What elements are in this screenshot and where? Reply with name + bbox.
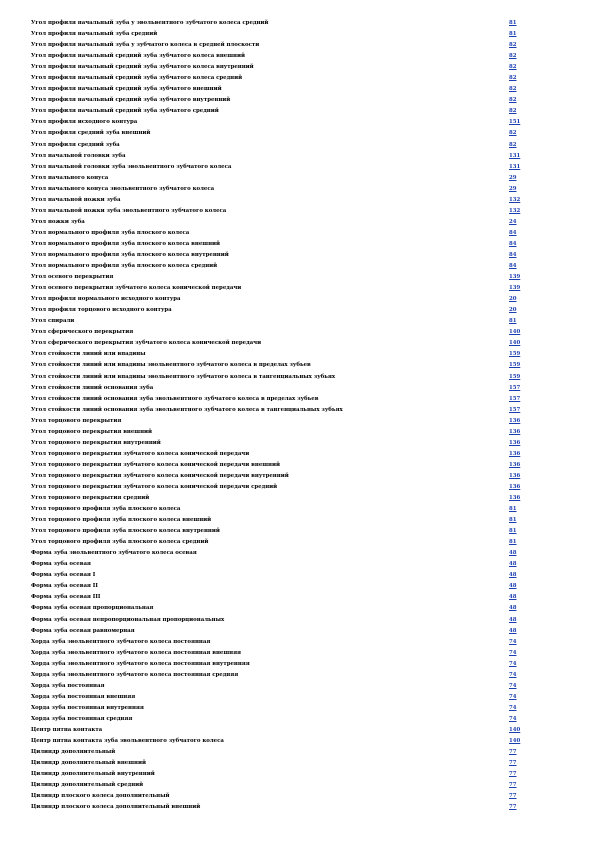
index-entry bbox=[31, 780, 531, 791]
index-entry bbox=[31, 239, 531, 250]
index-term: Угол сферического перекрытия зубчатого колеса конической передачи bbox=[31, 340, 262, 347]
index-term: Форма зуба осевая пропорциональная bbox=[31, 605, 154, 612]
page-link[interactable]: 81 bbox=[509, 506, 517, 513]
index-term: Цилиндр дополнительный средний bbox=[31, 782, 144, 789]
index-entry bbox=[31, 294, 531, 305]
index-term: Форма зуба осевая II bbox=[31, 583, 98, 590]
index-entry bbox=[31, 493, 531, 504]
index-entry bbox=[31, 659, 531, 670]
index-term: Угол торцового перекрытия внешний bbox=[31, 428, 153, 435]
page-link[interactable]: 151 bbox=[509, 119, 521, 126]
index-entry bbox=[31, 449, 531, 460]
index-entry bbox=[31, 559, 531, 570]
index-entry bbox=[31, 206, 531, 217]
index-entry bbox=[31, 681, 531, 692]
page-link[interactable]: 74 bbox=[509, 660, 517, 667]
index-entry bbox=[31, 128, 531, 139]
index-term: Цилиндр плоского колеса дополнительный bbox=[31, 793, 170, 800]
index-term: Форма зуба осевая III bbox=[31, 594, 101, 601]
page-link[interactable]: 24 bbox=[509, 218, 517, 225]
page-link[interactable]: 84 bbox=[509, 229, 517, 236]
index-entry bbox=[31, 162, 531, 173]
index-term: Угол торцового перекрытия зубчатого колеса конической передачи средний bbox=[31, 483, 278, 490]
page-link[interactable]: 136 bbox=[509, 439, 521, 446]
index-entry bbox=[31, 548, 531, 559]
index-term: Угол сферического перекрытия bbox=[31, 329, 134, 336]
index-term: Угол осевого перекрытия зубчатого колеса конической передачи bbox=[31, 285, 242, 292]
index-entry bbox=[31, 283, 531, 294]
index-term: Угол стойкости линий или впадины эвольвентного зубчатого колеса в тангенциальных зубьях bbox=[31, 373, 336, 380]
index-entry bbox=[31, 261, 531, 272]
index-entry bbox=[31, 504, 531, 515]
index-term: Угол торцового профиля зуба плоского колеса внутренний bbox=[31, 528, 220, 535]
page-link[interactable]: 136 bbox=[509, 428, 521, 435]
page-link[interactable]: 48 bbox=[509, 605, 517, 612]
page-link[interactable]: 48 bbox=[509, 583, 517, 590]
page-link[interactable]: 74 bbox=[509, 704, 517, 711]
index-term: Угол торцового профиля зуба плоского колеса средний bbox=[31, 539, 209, 546]
page-link[interactable]: 81 bbox=[509, 517, 517, 524]
index-term: Центр пятна контакта зуба эвольвентного зубчатого колеса bbox=[31, 738, 224, 745]
index-entry bbox=[31, 106, 531, 117]
index-term: Цилиндр дополнительный bbox=[31, 749, 116, 756]
page-link[interactable]: 131 bbox=[509, 152, 521, 159]
page-link[interactable]: 139 bbox=[509, 285, 521, 292]
index-entry bbox=[31, 714, 531, 725]
page-link[interactable]: 136 bbox=[509, 483, 521, 490]
page-link[interactable]: 159 bbox=[509, 373, 521, 380]
index-term: Угол профиля начальный зуба у зубчатого колеса в средней плоскости bbox=[31, 42, 260, 49]
index-entry bbox=[31, 603, 531, 614]
index-entry bbox=[31, 316, 531, 327]
page-link[interactable]: 74 bbox=[509, 649, 517, 656]
index-term: Угол профиля средний зуба bbox=[31, 141, 120, 148]
index-entry bbox=[31, 360, 531, 371]
index-term: Угол нормального профиля зуба плоского колеса внешний bbox=[31, 240, 221, 247]
index-term: Угол стойкости линий основания зуба bbox=[31, 384, 154, 391]
index-entry bbox=[31, 51, 531, 62]
index-entry bbox=[31, 305, 531, 316]
index-term: Форма зуба осевая I bbox=[31, 572, 96, 579]
index-entry bbox=[31, 151, 531, 162]
index-entry bbox=[31, 747, 531, 758]
page-link[interactable]: 74 bbox=[509, 682, 517, 689]
page-link[interactable]: 74 bbox=[509, 693, 517, 700]
index-term: Хорда зуба эвольвентного зубчатого колеса постоянная внешняя bbox=[31, 649, 242, 656]
page-link[interactable]: 82 bbox=[509, 53, 517, 60]
page-link[interactable]: 20 bbox=[509, 307, 517, 314]
index-entry bbox=[31, 460, 531, 471]
page-link[interactable]: 82 bbox=[509, 97, 517, 104]
index-term: Форма зуба эвольвентного зубчатого колеса осевая bbox=[31, 550, 197, 557]
index-term: Угол торцового профиля зуба плоского колеса внешний bbox=[31, 517, 212, 524]
index-entry bbox=[31, 615, 531, 626]
page-link[interactable]: 74 bbox=[509, 671, 517, 678]
page-link[interactable]: 48 bbox=[509, 616, 517, 623]
index-entry bbox=[31, 758, 531, 769]
page-link[interactable]: 131 bbox=[509, 163, 521, 170]
index-term: Угол стойкости линий или впадины bbox=[31, 351, 146, 358]
index-entry bbox=[31, 250, 531, 261]
page-link[interactable]: 157 bbox=[509, 395, 521, 402]
index-entry bbox=[31, 670, 531, 681]
index-entry bbox=[31, 29, 531, 40]
index-list bbox=[31, 18, 531, 813]
index-entry bbox=[31, 515, 531, 526]
page-link[interactable]: 132 bbox=[509, 207, 521, 214]
index-term: Угол спирали bbox=[31, 318, 75, 325]
index-term: Угол осевого перекрытия bbox=[31, 274, 114, 281]
index-term: Хорда зуба постоянная внутренняя bbox=[31, 704, 144, 711]
index-term: Угол стойкости линий основания зуба эвольвентного зубчатого колеса в пределах зубьев bbox=[31, 395, 319, 402]
index-term: Угол стойкости линий или впадины эвольвентного зубчатого колеса в пределах зубьев bbox=[31, 362, 311, 369]
index-entry bbox=[31, 526, 531, 537]
index-term: Угол профиля начальный средний зуба зубчатого средний bbox=[31, 108, 219, 115]
page-link[interactable]: 132 bbox=[509, 196, 521, 203]
page-link[interactable]: 157 bbox=[509, 384, 521, 391]
index-term: Угол профиля начальный зуба средний bbox=[31, 31, 158, 38]
index-term: Цилиндр плоского колеса дополнительный внешний bbox=[31, 804, 201, 811]
page-link[interactable]: 84 bbox=[509, 240, 517, 247]
page-link[interactable]: 81 bbox=[509, 20, 517, 26]
index-entry bbox=[31, 581, 531, 592]
index-term: Угол начальной головки зуба эвольвентного зубчатого колеса bbox=[31, 163, 232, 170]
index-entry bbox=[31, 416, 531, 427]
page-link[interactable]: 29 bbox=[509, 174, 517, 181]
index-page bbox=[31, 18, 531, 813]
index-term: Хорда зуба эвольвентного зубчатого колеса постоянная средняя bbox=[31, 671, 239, 678]
page-link[interactable]: 82 bbox=[509, 86, 517, 93]
page-link[interactable]: 48 bbox=[509, 561, 517, 568]
page-link[interactable]: 82 bbox=[509, 75, 517, 82]
index-term: Угол торцового перекрытия зубчатого колеса конической передачи bbox=[31, 450, 250, 457]
page-link[interactable]: 159 bbox=[509, 351, 521, 358]
index-entry bbox=[31, 769, 531, 780]
index-entry bbox=[31, 195, 531, 206]
page-link[interactable]: 20 bbox=[509, 296, 517, 303]
index-entry bbox=[31, 394, 531, 405]
index-entry bbox=[31, 184, 531, 195]
page-link[interactable]: 81 bbox=[509, 539, 517, 546]
index-term: Форма зуба осевая непропорциональная пропорциональных bbox=[31, 616, 225, 623]
index-entry bbox=[31, 217, 531, 228]
index-entry bbox=[31, 802, 531, 813]
page-link[interactable]: 84 bbox=[509, 251, 517, 258]
index-term: Угол профиля начальный средний зуба зубчатого колеса внутренний bbox=[31, 64, 254, 71]
index-entry bbox=[31, 272, 531, 283]
index-term: Угол стойкости линий основания зуба эвольвентного зубчатого колеса в тангенциальных зубьях bbox=[31, 406, 343, 413]
index-term: Угол торцового перекрытия средний bbox=[31, 495, 150, 502]
index-entry bbox=[31, 637, 531, 648]
index-term: Угол торцового перекрытия bbox=[31, 417, 122, 424]
index-entry bbox=[31, 592, 531, 603]
index-term: Хорда зуба эвольвентного зубчатого колеса постоянная bbox=[31, 638, 211, 645]
index-entry bbox=[31, 570, 531, 581]
index-entry bbox=[31, 327, 531, 338]
page-link[interactable]: 77 bbox=[509, 804, 517, 811]
page-link[interactable]: 84 bbox=[509, 263, 517, 270]
page-link[interactable]: 140 bbox=[509, 340, 521, 347]
index-term: Угол начальной ножки зуба bbox=[31, 196, 121, 203]
index-term: Угол нормального профиля зуба плоского колеса bbox=[31, 229, 190, 236]
index-entry bbox=[31, 73, 531, 84]
index-entry bbox=[31, 95, 531, 106]
page-link[interactable]: 82 bbox=[509, 130, 517, 137]
page-link[interactable]: 77 bbox=[509, 771, 517, 778]
page-link[interactable]: 77 bbox=[509, 782, 517, 789]
page-link[interactable]: 74 bbox=[509, 638, 517, 645]
index-entry bbox=[31, 349, 531, 360]
index-term: Форма зуба осевая равномерная bbox=[31, 627, 135, 634]
page-link[interactable]: 140 bbox=[509, 329, 521, 336]
index-entry bbox=[31, 62, 531, 73]
page-link[interactable]: 77 bbox=[509, 749, 517, 756]
index-entry bbox=[31, 228, 531, 239]
index-entry bbox=[31, 471, 531, 482]
index-term: Угол торцового перекрытия внутренний bbox=[31, 439, 161, 446]
page-link[interactable]: 48 bbox=[509, 550, 517, 557]
index-entry bbox=[31, 173, 531, 184]
page-link[interactable]: 81 bbox=[509, 31, 517, 38]
index-term: Угол торцового профиля зуба плоского колеса bbox=[31, 506, 181, 513]
index-entry bbox=[31, 383, 531, 394]
index-entry bbox=[31, 725, 531, 736]
index-entry bbox=[31, 427, 531, 438]
page-link[interactable]: 81 bbox=[509, 318, 517, 325]
index-term: Хорда зуба эвольвентного зубчатого колеса постоянная внутренняя bbox=[31, 660, 250, 667]
page-link[interactable]: 136 bbox=[509, 417, 521, 424]
index-term: Цилиндр дополнительный внутренний bbox=[31, 771, 155, 778]
index-entry bbox=[31, 18, 531, 29]
page-link[interactable]: 136 bbox=[509, 461, 521, 468]
index-term: Угол профиля начальный средний зуба зубчатого внутренний bbox=[31, 97, 231, 104]
index-term: Угол начальной ножки зуба эвольвентного зубчатого колеса bbox=[31, 207, 227, 214]
index-term: Угол торцового перекрытия зубчатого колеса конической передачи внешний bbox=[31, 461, 280, 468]
page-link[interactable]: 136 bbox=[509, 450, 521, 457]
page-link[interactable]: 48 bbox=[509, 594, 517, 601]
index-entry bbox=[31, 372, 531, 383]
index-term: Угол профиля начальный средний зуба зубчатого колеса средний bbox=[31, 75, 243, 82]
index-term: Угол торцового перекрытия зубчатого колеса конической передачи внутренний bbox=[31, 472, 289, 479]
index-term: Угол нормального профиля зуба плоского колеса внутренний bbox=[31, 251, 229, 258]
index-term: Угол профиля торцового исходного контура bbox=[31, 307, 172, 314]
page-link[interactable]: 77 bbox=[509, 793, 517, 800]
index-entry bbox=[31, 482, 531, 493]
index-term: Хорда зуба постоянная средняя bbox=[31, 715, 133, 722]
index-entry bbox=[31, 791, 531, 802]
index-term: Угол профиля нормального исходного контура bbox=[31, 296, 181, 303]
index-entry bbox=[31, 140, 531, 151]
index-term: Хорда зуба постоянная внешняя bbox=[31, 693, 136, 700]
index-term: Хорда зуба постоянная bbox=[31, 682, 105, 689]
index-entry bbox=[31, 692, 531, 703]
page-link[interactable]: 29 bbox=[509, 185, 517, 192]
page-link[interactable]: 136 bbox=[509, 495, 521, 502]
index-term: Угол профиля начальный средний зуба зубчатого колеса внешний bbox=[31, 53, 245, 60]
index-term: Угол начального конуса эвольвентного зубчатого колеса bbox=[31, 185, 215, 192]
index-term: Угол профиля средний зуба внешний bbox=[31, 130, 151, 137]
index-term: Цилиндр дополнительный внешний bbox=[31, 760, 146, 767]
page-link[interactable]: 136 bbox=[509, 472, 521, 479]
page-link[interactable]: 157 bbox=[509, 406, 521, 413]
page-link[interactable]: 139 bbox=[509, 274, 521, 281]
index-term: Угол начальной головки зуба bbox=[31, 152, 126, 159]
index-entry bbox=[31, 84, 531, 95]
page-link[interactable]: 159 bbox=[509, 362, 521, 369]
index-entry bbox=[31, 703, 531, 714]
page-link[interactable]: 140 bbox=[509, 738, 521, 745]
page-link[interactable]: 81 bbox=[509, 528, 517, 535]
index-entry bbox=[31, 40, 531, 51]
page-link[interactable]: 48 bbox=[509, 572, 517, 579]
index-entry bbox=[31, 736, 531, 747]
index-entry bbox=[31, 338, 531, 349]
index-entry bbox=[31, 648, 531, 659]
page-link[interactable]: 82 bbox=[509, 141, 517, 148]
index-term: Угол ножки зуба bbox=[31, 218, 85, 225]
index-entry bbox=[31, 626, 531, 637]
index-entry bbox=[31, 438, 531, 449]
index-entry bbox=[31, 405, 531, 416]
page-link[interactable]: 82 bbox=[509, 42, 517, 49]
index-entry bbox=[31, 117, 531, 128]
page-link[interactable]: 77 bbox=[509, 760, 517, 767]
page-link[interactable]: 140 bbox=[509, 727, 521, 733]
index-term: Форма зуба осевая bbox=[31, 561, 91, 568]
page-link[interactable]: 82 bbox=[509, 108, 517, 115]
index-term: Угол профиля начальный зуба у эвольвентного зубчатого колеса средний bbox=[31, 20, 269, 26]
index-term: Угол профиля начальный средний зуба зубчатого внешний bbox=[31, 86, 222, 93]
index-term: Угол профиля исходного контура bbox=[31, 119, 138, 126]
page-link[interactable]: 48 bbox=[509, 627, 517, 634]
index-term: Центр пятна контакта bbox=[31, 727, 103, 733]
page-link[interactable]: 74 bbox=[509, 715, 517, 722]
index-entry bbox=[31, 537, 531, 548]
index-term: Угол начального конуса bbox=[31, 174, 109, 181]
page-link[interactable]: 82 bbox=[509, 64, 517, 71]
index-term: Угол нормального профиля зуба плоского колеса средний bbox=[31, 263, 218, 270]
